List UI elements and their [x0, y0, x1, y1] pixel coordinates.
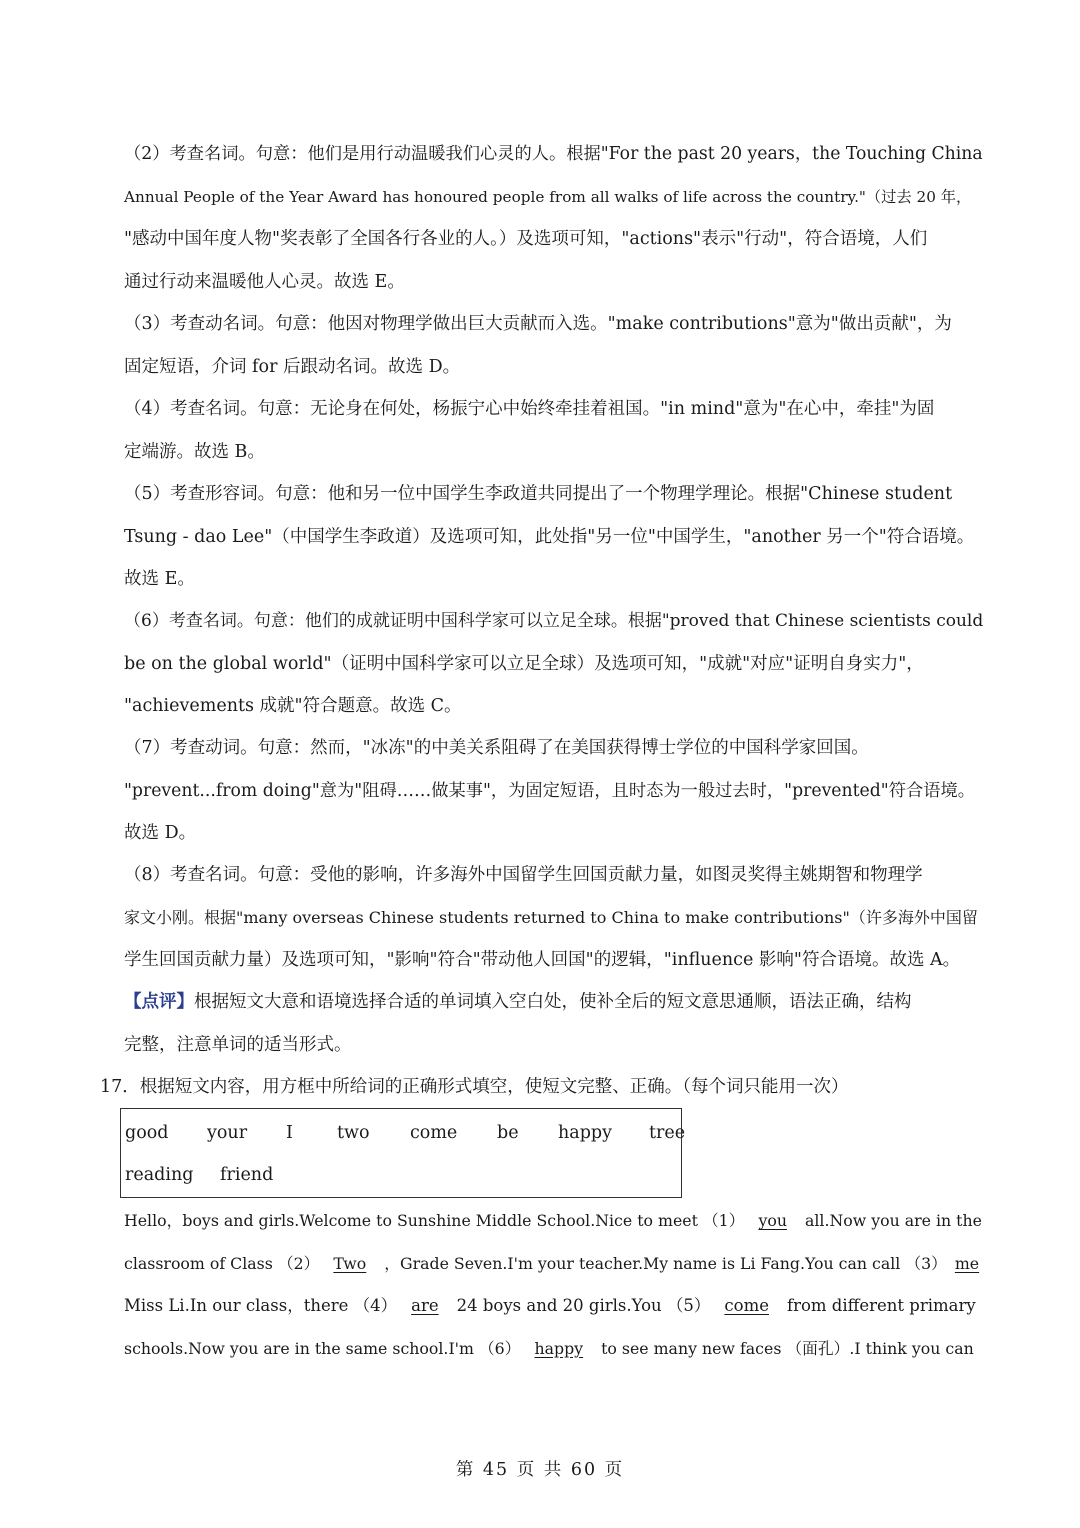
word-box-item: happy [558, 1123, 612, 1143]
answer-blank-2: Two [333, 1253, 367, 1273]
text-line: （7）考查动词。句意：然而，"冰冻"的中美关系阻碍了在美国获得博士学位的中国科学家回国。 [124, 738, 869, 758]
text-line: "prevent...from doing"意为"阻碍……做某事"，为固定短语，且时态为一般过去时，"prevented"符合语境。 [124, 780, 975, 801]
explanation-6 [124, 600, 984, 728]
text-line: 学生回国贡献力量）及选项可知，"影响"符合"带动他人回国"的逻辑，"influence 影响"符合语境。故选 A。 [124, 950, 961, 970]
word-box-item: come [410, 1123, 458, 1143]
text-line: 故选 D。 [124, 823, 197, 843]
passage-line [124, 1328, 984, 1371]
word-box-item: friend [220, 1165, 274, 1185]
word-box-item: your [207, 1123, 248, 1143]
passage-text: classroom of Class （2） [124, 1253, 320, 1273]
text-line: （3）考查动名词。句意：他因对物理学做出巨大贡献而入选。"make contributions"意为"做出贡献"，为 [124, 314, 952, 334]
text-line: 故选 E。 [124, 569, 195, 589]
word-box-item: I [286, 1123, 293, 1143]
comment-tag: 【点评】 [124, 992, 194, 1012]
text-line: 固定短语，介词 for 后跟动名词。故选 D。 [124, 356, 461, 377]
passage-line [124, 1200, 984, 1243]
comment-text: 根据短文大意和语境选择合适的单词填入空白处，使补全后的短文意思通顺，语法正确，结构 [194, 992, 912, 1012]
text-line [124, 981, 984, 1024]
word-box-item: reading [125, 1165, 194, 1185]
text-line: （5）考查形容词。句意：他和另一位中国学生李政道共同提出了一个物理学理论。根据"Chinese student [124, 484, 953, 504]
comment [124, 981, 984, 1066]
explanation-4 [124, 388, 984, 473]
text-line: 家文小刚。根据"many overseas Chinese students returned to China to make contributions"（许多海外中国留 [124, 907, 978, 927]
passage-text: ，Grade Seven.I'm your teacher.My name is Li Fang.You can call （3） [384, 1253, 947, 1273]
word-box-item: two [337, 1123, 370, 1143]
page-footer: 第 45 页 共 60 页 [455, 1460, 625, 1480]
text-line: Annual People of the Year Award has honoured people from all walks of life across the country."（过去 20 年， [124, 187, 972, 206]
text-line: be on the global world"（证明中国科学家可以立足全球）及选项可知，"成就"对应"证明自身实力"， [124, 653, 924, 674]
text-line: 通过行动来温暖他人心灵。故选 E。 [124, 271, 405, 292]
explanation-5 [124, 473, 984, 601]
text-line: "achievements 成就"符合题意。故选 C。 [124, 696, 462, 716]
explanation-7 [124, 727, 984, 855]
answer-blank-1: you [758, 1211, 787, 1230]
text-line: Tsung - dao Lee"（中国学生李政道）及选项可知，此处指"另一位"中国学生，"another 另一个"符合语境。 [124, 526, 975, 547]
passage-text: all.Now you are in the [804, 1211, 982, 1230]
text-line: （4）考查名词。句意：无论身在何处，杨振宁心中始终牵挂着祖国。"in mind"意为"在心中，牵挂"为固 [124, 399, 935, 419]
passage-text: 24 boys and 20 girls.You （5） [456, 1296, 711, 1315]
passage-text: to see many new faces （面孔）.I think you can [601, 1338, 974, 1358]
question-17-instruction: 17．根据短文内容，用方框中所给词的正确形式填空，使短文完整、正确。（每个词只能用一次） [100, 1077, 849, 1097]
answer-blank-4: are [411, 1296, 439, 1315]
passage-text: from different primary [786, 1296, 976, 1315]
explanation-2 [124, 133, 984, 303]
text-line: 完整，注意单词的适当形式。 [124, 1034, 352, 1055]
text-line: （2）考查名词。句意：他们是用行动温暖我们心灵的人。根据"For the past 20 years，the Touching China [124, 144, 983, 164]
answer-blank-6: happy [534, 1338, 584, 1358]
passage-line [124, 1243, 984, 1286]
text-line: 定端游。故选 B。 [124, 441, 265, 462]
explanation-3 [124, 303, 984, 388]
explanation-8 [124, 854, 984, 982]
passage-text: schools.Now you are in the same school.I'm （6） [124, 1338, 521, 1358]
answer-blank-3: me [954, 1253, 980, 1273]
question-17-passage [124, 1200, 984, 1370]
text-line: "感动中国年度人物"奖表彰了全国各行各业的人。）及选项可知，"actions"表示"行动"，符合语境，人们 [124, 229, 928, 249]
word-box-item: tree [649, 1123, 686, 1143]
text-line: （8）考查名词。句意：受他的影响，许多海外中国留学生回国贡献力量，如图灵奖得主姚期智和物理学 [124, 865, 923, 885]
passage-line [124, 1285, 984, 1328]
passage-text: Hello，boys and girls.Welcome to Sunshine Middle School.Nice to meet （1） [124, 1211, 745, 1230]
word-box [120, 1108, 686, 1198]
text-line: （6）考查名词。句意：他们的成就证明中国科学家可以立足全球。根据"proved that Chinese scientists could [124, 611, 984, 631]
word-box-item: be [497, 1123, 519, 1143]
answer-blank-5: come [724, 1296, 769, 1315]
passage-text: Miss Li.In our class，there （4） [124, 1296, 398, 1315]
word-box-item: good [125, 1123, 169, 1143]
